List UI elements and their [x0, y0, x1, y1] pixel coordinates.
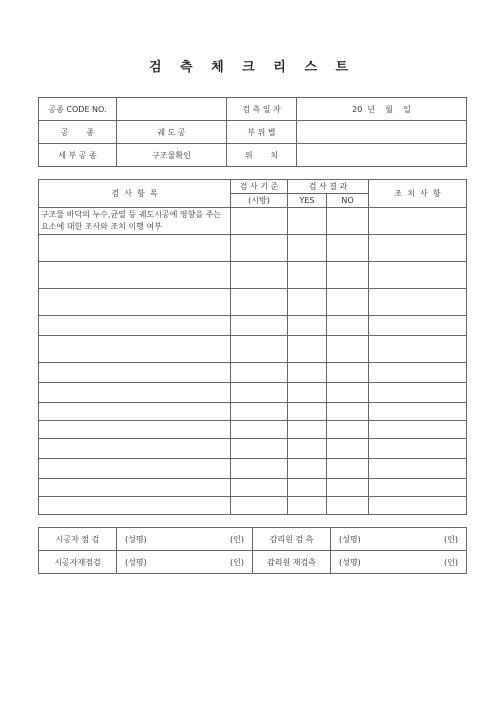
item-cell[interactable] — [39, 289, 231, 316]
detail-label: 세 부 공 종 — [39, 144, 117, 167]
item-cell[interactable] — [39, 363, 231, 383]
location-label: 위 치 — [227, 144, 297, 167]
yes-cell[interactable] — [288, 316, 327, 336]
item-cell[interactable] — [39, 403, 231, 421]
header-row-detail — [39, 144, 467, 167]
standard-cell[interactable] — [231, 235, 288, 262]
date-label: 검 측 일 자 — [227, 98, 297, 121]
standard-cell[interactable] — [231, 403, 288, 421]
no-cell[interactable] — [327, 497, 369, 515]
standard-cell[interactable] — [231, 421, 288, 439]
supervisor-inspect-sign[interactable] — [331, 528, 467, 551]
yes-cell[interactable] — [288, 421, 327, 439]
yes-cell[interactable] — [288, 403, 327, 421]
table-row — [39, 403, 467, 421]
no-cell[interactable] — [327, 479, 369, 497]
supervisor-inspect-label: 감리원 검 측 — [253, 528, 331, 551]
contractor-check-label: 시공자 점 검 — [39, 528, 117, 551]
trade-value[interactable]: 궤 도 공 — [117, 121, 227, 144]
no-cell[interactable] — [327, 262, 369, 289]
yes-cell[interactable] — [288, 262, 327, 289]
yes-cell[interactable] — [288, 336, 327, 363]
contractor-recheck-label: 시공자재점검 — [39, 551, 117, 574]
item-cell[interactable] — [39, 383, 231, 403]
signature-table — [38, 527, 467, 574]
standard-cell[interactable] — [231, 479, 288, 497]
page-title: 검 측 체 크 리 스 트 — [148, 60, 356, 75]
trade-label: 공 종 — [39, 121, 117, 144]
action-cell[interactable] — [369, 316, 467, 336]
header-table — [38, 97, 467, 167]
yes-cell[interactable] — [288, 439, 327, 459]
no-cell[interactable] — [327, 336, 369, 363]
table-row — [39, 262, 467, 289]
seal-label: (인) — [230, 557, 244, 567]
yes-cell[interactable] — [288, 289, 327, 316]
table-row — [39, 497, 467, 515]
standard-cell[interactable] — [231, 497, 288, 515]
action-cell[interactable] — [369, 459, 467, 479]
part-value[interactable] — [297, 121, 467, 144]
action-cell[interactable] — [369, 421, 467, 439]
standard-cell[interactable] — [231, 383, 288, 403]
item-cell[interactable] — [39, 336, 231, 363]
header-row-trade — [39, 121, 467, 144]
action-cell[interactable] — [369, 403, 467, 421]
item-cell[interactable] — [39, 497, 231, 515]
table-row — [39, 289, 467, 316]
detail-value[interactable]: 구조물확인 — [117, 144, 227, 167]
action-cell[interactable] — [369, 363, 467, 383]
item-cell[interactable] — [39, 439, 231, 459]
checklist-table — [38, 179, 467, 515]
part-label: 부 위 별 — [227, 121, 297, 144]
action-cell[interactable] — [369, 289, 467, 316]
item-cell[interactable] — [39, 235, 231, 262]
location-value[interactable] — [297, 144, 467, 167]
action-cell[interactable] — [369, 262, 467, 289]
yes-cell[interactable] — [288, 363, 327, 383]
table-row — [39, 316, 467, 336]
item-cell[interactable] — [39, 421, 231, 439]
table-row — [39, 459, 467, 479]
code-value[interactable] — [117, 98, 227, 121]
signature-row-1 — [39, 528, 467, 551]
action-cell[interactable] — [369, 383, 467, 403]
table-row — [39, 383, 467, 403]
header-row-code — [39, 98, 467, 121]
no-cell[interactable] — [327, 403, 369, 421]
standard-cell[interactable] — [231, 289, 288, 316]
supervisor-reinspect-label: 감리원 재검측 — [253, 551, 331, 574]
yes-cell[interactable] — [288, 208, 327, 235]
table-row — [39, 235, 467, 262]
action-cell[interactable] — [369, 208, 467, 235]
standard-cell[interactable] — [231, 208, 288, 235]
standard-cell[interactable] — [231, 316, 288, 336]
action-cell[interactable] — [369, 497, 467, 515]
col-yes-header: YES — [288, 194, 327, 208]
no-cell[interactable] — [327, 363, 369, 383]
action-cell[interactable] — [369, 439, 467, 459]
no-cell[interactable] — [327, 289, 369, 316]
col-action-header: 조 치 사 항 — [369, 180, 467, 208]
yes-cell[interactable] — [288, 235, 327, 262]
table-row — [39, 479, 467, 497]
no-cell[interactable] — [327, 383, 369, 403]
supervisor-reinspect-sign[interactable] — [331, 551, 467, 574]
name-label: (성명) — [125, 557, 147, 567]
no-cell[interactable] — [327, 421, 369, 439]
standard-cell[interactable] — [231, 459, 288, 479]
name-label: (성명) — [125, 534, 147, 544]
table-row — [39, 439, 467, 459]
action-cell[interactable] — [369, 479, 467, 497]
signature-row-2 — [39, 551, 467, 574]
yes-cell[interactable] — [288, 497, 327, 515]
contractor-recheck-sign[interactable] — [117, 551, 253, 574]
item-cell[interactable] — [39, 262, 231, 289]
standard-cell[interactable] — [231, 363, 288, 383]
yes-cell[interactable] — [288, 383, 327, 403]
no-cell[interactable] — [327, 208, 369, 235]
table-row — [39, 363, 467, 383]
checklist-header-row-1 — [39, 180, 467, 194]
action-cell[interactable] — [369, 336, 467, 363]
seal-label: (인) — [230, 534, 244, 544]
col-no-header: NO — [327, 194, 369, 208]
standard-cell[interactable] — [231, 262, 288, 289]
standard-cell[interactable] — [231, 439, 288, 459]
col-standard-sub: (시방) — [231, 194, 288, 208]
col-standard-header: 검 사 기 준 — [231, 180, 288, 194]
contractor-check-sign[interactable] — [117, 528, 253, 551]
date-value[interactable]: 20 년 월 일 — [297, 98, 467, 121]
no-cell[interactable] — [327, 439, 369, 459]
seal-label: (인) — [444, 534, 458, 544]
code-label: 공종 CODE NO. — [39, 98, 117, 121]
col-item-header: 검 사 항 목 — [39, 180, 231, 208]
action-cell[interactable] — [369, 235, 467, 262]
yes-cell[interactable] — [288, 479, 327, 497]
table-row — [39, 336, 467, 363]
seal-label: (인) — [444, 557, 458, 567]
name-label: (성명) — [339, 534, 361, 544]
yes-cell[interactable] — [288, 459, 327, 479]
table-row — [39, 421, 467, 439]
item-cell[interactable] — [39, 316, 231, 336]
col-result-header: 검 사 결 과 — [288, 180, 369, 194]
name-label: (성명) — [339, 557, 361, 567]
checklist-item-1: 구조물 바닥의 누수,균열 등 궤도시공에 영향을 주는 요소에 대한 조사와 조치 이행 여부 — [39, 208, 231, 235]
item-cell[interactable] — [39, 459, 231, 479]
no-cell[interactable] — [327, 459, 369, 479]
table-row — [39, 208, 467, 235]
no-cell[interactable] — [327, 316, 369, 336]
standard-cell[interactable] — [231, 336, 288, 363]
no-cell[interactable] — [327, 235, 369, 262]
item-cell[interactable] — [39, 479, 231, 497]
